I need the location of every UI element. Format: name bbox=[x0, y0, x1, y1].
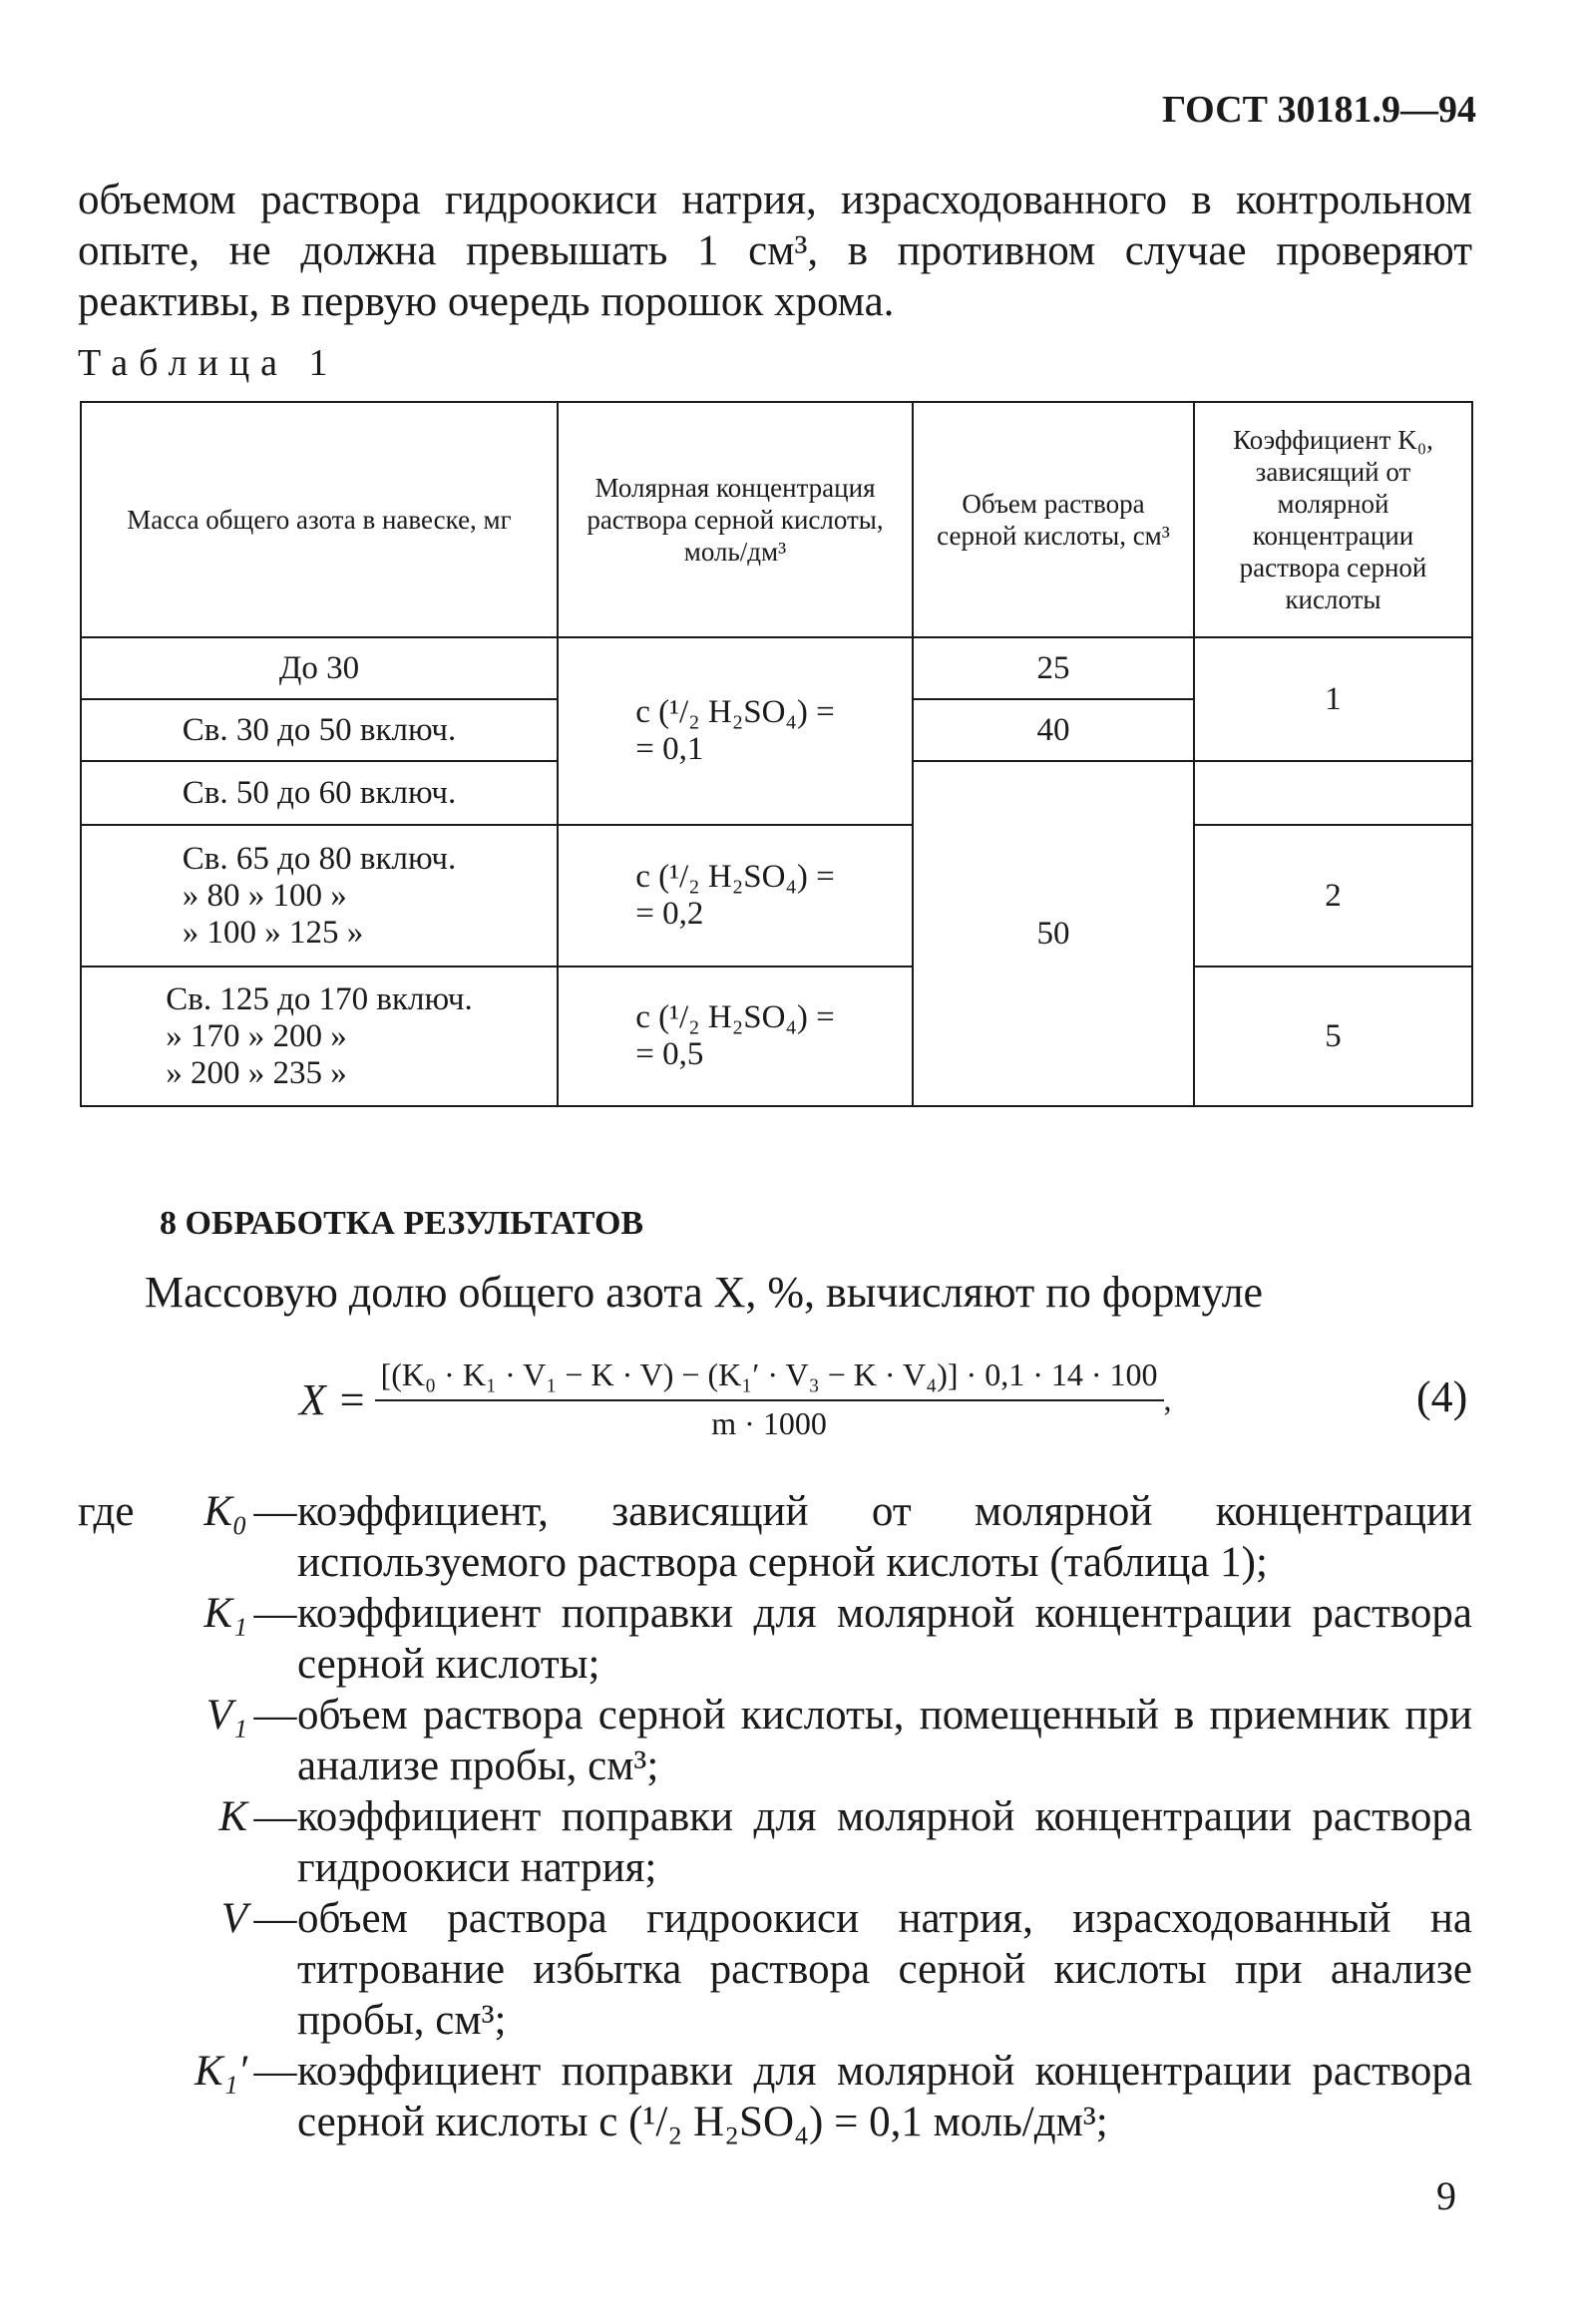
definition-dash: — bbox=[253, 1692, 297, 1739]
definition-text: объем раствора гидроокиси натрия, израсходованный на титрование избытка раствора серной кислоты при анализе пробы, см³; bbox=[297, 1895, 1472, 2044]
table-cell-volume: 40 bbox=[913, 699, 1194, 761]
data-table bbox=[80, 401, 1473, 1107]
table-cell-mass: До 30 bbox=[81, 637, 558, 699]
formula bbox=[299, 1356, 1172, 1442]
definition-item bbox=[78, 1588, 1472, 1690]
mass-range: Св. 125 до 170 включ. » 170 » 200 » » 200 » 235 » bbox=[166, 980, 473, 1091]
formula-numerator: [(K₀ · K₁ · V₁ − K · V) − (K₁′ · V₃ − K · V₄)] · 0,1 · 14 · 100 bbox=[375, 1356, 1164, 1401]
definition-text: коэффициент поправки для молярной концентрации раствора гидроокиси натрия; bbox=[297, 1793, 1472, 1891]
table-cell-coefficient: 2 bbox=[1194, 825, 1472, 967]
definitions-list bbox=[78, 1486, 1472, 2147]
formula-denominator: m · 1000 bbox=[711, 1405, 827, 1441]
definition-dash: — bbox=[253, 1488, 297, 1535]
definition-text: объем раствора серной кислоты, помещенный в приемник при анализе пробы, см³; bbox=[297, 1692, 1472, 1789]
table-cell-mass: Св. 30 до 50 включ. bbox=[81, 699, 558, 761]
definition-text: коэффициент, зависящий от молярной концентрации используемого раствора серной кислоты (таблица 1); bbox=[297, 1488, 1472, 1586]
section-title: 8 ОБРАБОТКА РЕЗУЛЬТАТОВ bbox=[160, 1205, 644, 1242]
definition-dash: — bbox=[253, 1793, 297, 1840]
definition-symbol: K₁′ bbox=[194, 2048, 247, 2095]
table-cell-volume: 25 bbox=[913, 637, 1194, 699]
table-cell-concentration bbox=[558, 967, 913, 1106]
definition-item bbox=[78, 1486, 1472, 1588]
definition-text: коэффициент поправки для молярной концентрации раствора серной кислоты; bbox=[297, 1590, 1472, 1688]
definition-item bbox=[78, 2046, 1472, 2147]
equation-number: (4) bbox=[1416, 1372, 1468, 1421]
header-concentration: Молярная концентрация раствора серной кислоты, моль/дм³ bbox=[558, 402, 913, 637]
definition-symbol: V₁ bbox=[205, 1692, 247, 1739]
definition-symbol: V bbox=[220, 1895, 247, 1942]
where-label: где bbox=[78, 1488, 135, 1535]
table-cell-mass: Св. 50 до 60 включ. bbox=[81, 761, 558, 825]
table-caption: Таблица 1 bbox=[78, 342, 339, 384]
table-cell-concentration bbox=[558, 637, 913, 825]
definition-dash: — bbox=[253, 2048, 297, 2095]
table-cell-mass bbox=[81, 967, 558, 1106]
definition-dash: — bbox=[253, 1590, 297, 1637]
definition-text: коэффициент поправки для молярной концентрации раствора серной кислоты c (¹/₂ H₂SO₄) = 0,1 моль/дм³; bbox=[297, 2048, 1472, 2145]
table-cell-volume: 50 bbox=[913, 761, 1194, 1106]
header-coefficient: Коэффициент K₀, зависящий от молярной концентрации раствора серной кислоты bbox=[1194, 402, 1472, 637]
definition-item bbox=[78, 1791, 1472, 1893]
formula-lhs: X = bbox=[299, 1374, 367, 1424]
table-cell-concentration bbox=[558, 825, 913, 967]
document-header: ГОСТ 30181.9—94 bbox=[1161, 89, 1476, 131]
definition-symbol: K bbox=[218, 1793, 247, 1840]
table-cell-coefficient-empty bbox=[1194, 761, 1472, 825]
intro-paragraph: объемом раствора гидроокиси натрия, израсходованного в контрольном опыте, не должна превышать 1 см³, в противном случае проверяют реактивы, в первую очередь порошок хрома. bbox=[78, 177, 1472, 325]
concentration-value: c (¹/₂ H₂SO₄) = = 0,5 bbox=[635, 999, 835, 1072]
header-mass: Масса общего азота в навеске, мг bbox=[81, 402, 558, 637]
definition-item bbox=[78, 1893, 1472, 2046]
concentration-value: c (¹/₂ H₂SO₄) = = 0,2 bbox=[635, 859, 835, 932]
definition-item bbox=[78, 1690, 1472, 1791]
concentration-value: c (¹/₂ H₂SO₄) = = 0,1 bbox=[635, 694, 835, 767]
page-number: 9 bbox=[1436, 2173, 1456, 2218]
formula-trail: , bbox=[1163, 1380, 1172, 1417]
mass-range: Св. 65 до 80 включ. » 80 » 100 » » 100 » 125 » bbox=[182, 840, 457, 951]
table-cell-mass bbox=[81, 825, 558, 967]
table-cell-coefficient: 5 bbox=[1194, 967, 1472, 1106]
header-volume: Объем раствора серной кислоты, см³ bbox=[913, 402, 1194, 637]
formula-intro: Массовую долю общего азота X, %, вычисляют по формуле bbox=[145, 1268, 1264, 1317]
formula-fraction bbox=[375, 1356, 1164, 1442]
definition-dash: — bbox=[253, 1895, 297, 1942]
definition-symbol: K₀ bbox=[203, 1488, 247, 1535]
definition-symbol: K₁ bbox=[203, 1590, 247, 1637]
table-cell-coefficient: 1 bbox=[1194, 637, 1472, 761]
